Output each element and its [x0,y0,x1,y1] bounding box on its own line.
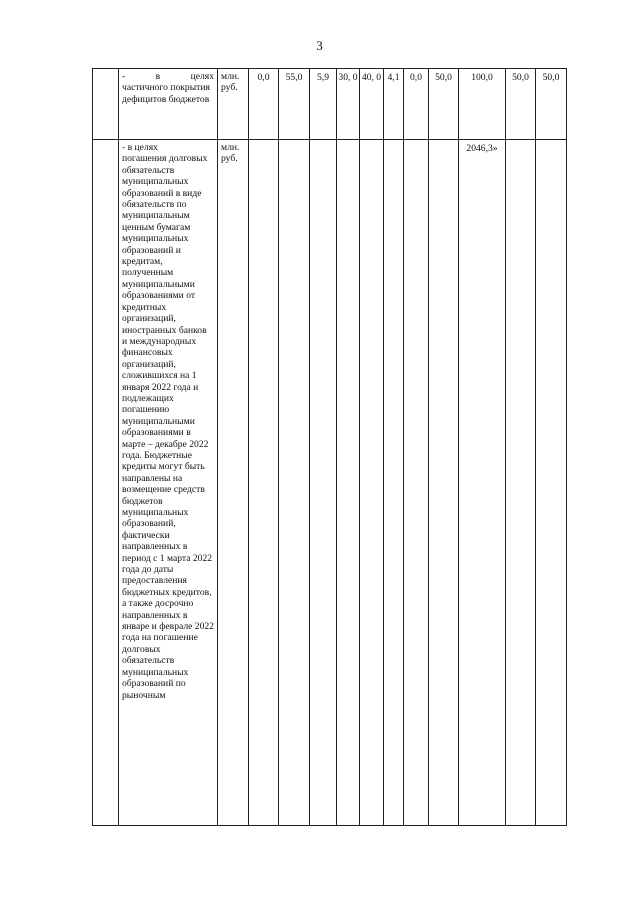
budget-table [92,68,566,828]
row-description-text: погашения долговых обязательств муниципальных образований в виде обязательств по муниципальным ценным бумагам муниципальных образований и кредитам, полученным муниципальными образованиями от кредитных организаций, иностранных банков и международных финансовых организаций, сложившихся на 1 января 2022 года и подлежащих погашению муниципальными образованиями в марте – декабре 2022 года. Бюджетные кредиты могут быть направлены на возмещение средств бюджетов муниципальных образований, фактически направленных в период с 1 марта 2022 года до даты предоставления бюджетных кредитов, а также досрочно направленных в январе и феврале 2022 года на погашение долговых обязательств муниципальных образований по рыночным [122,153,214,701]
value-cell: 100,0 [459,69,506,140]
row-description-first-line: - в целях [122,71,214,82]
table-row [93,69,567,140]
blank-cell [93,69,119,140]
value-cell [360,140,384,826]
value-cell: 0,0 [249,69,279,140]
row-description [119,69,218,140]
value-cell [337,140,360,826]
value-cell: 30, 0 [337,69,360,140]
row-description [119,140,218,826]
value-cell [279,140,310,826]
value-cell: 40, 0 [360,69,384,140]
value-cell [310,140,337,826]
blank-cell [93,140,119,826]
value-cell [536,140,567,826]
value-cell: 5,9 [310,69,337,140]
row-description-first-line: - в целях [122,142,158,153]
value-cell: 50,0 [536,69,567,140]
value-cell: 50,0 [506,69,536,140]
row-description-text: частичного покрытия дефицитов бюджетов [122,82,210,105]
page-number: 3 [316,38,323,53]
value-cell [249,140,279,826]
value-cell: 4,1 [384,69,404,140]
value-cell: 2046,3» [459,140,506,826]
value-cell: 55,0 [279,69,310,140]
value-cell [506,140,536,826]
value-cell [429,140,459,826]
table-row [93,140,567,826]
value-cell [384,140,404,826]
value-cell: 50,0 [429,69,459,140]
unit-cell: млн. руб. [218,140,249,826]
unit-cell: млн. руб. [218,69,249,140]
value-cell [404,140,429,826]
value-cell: 0,0 [404,69,429,140]
